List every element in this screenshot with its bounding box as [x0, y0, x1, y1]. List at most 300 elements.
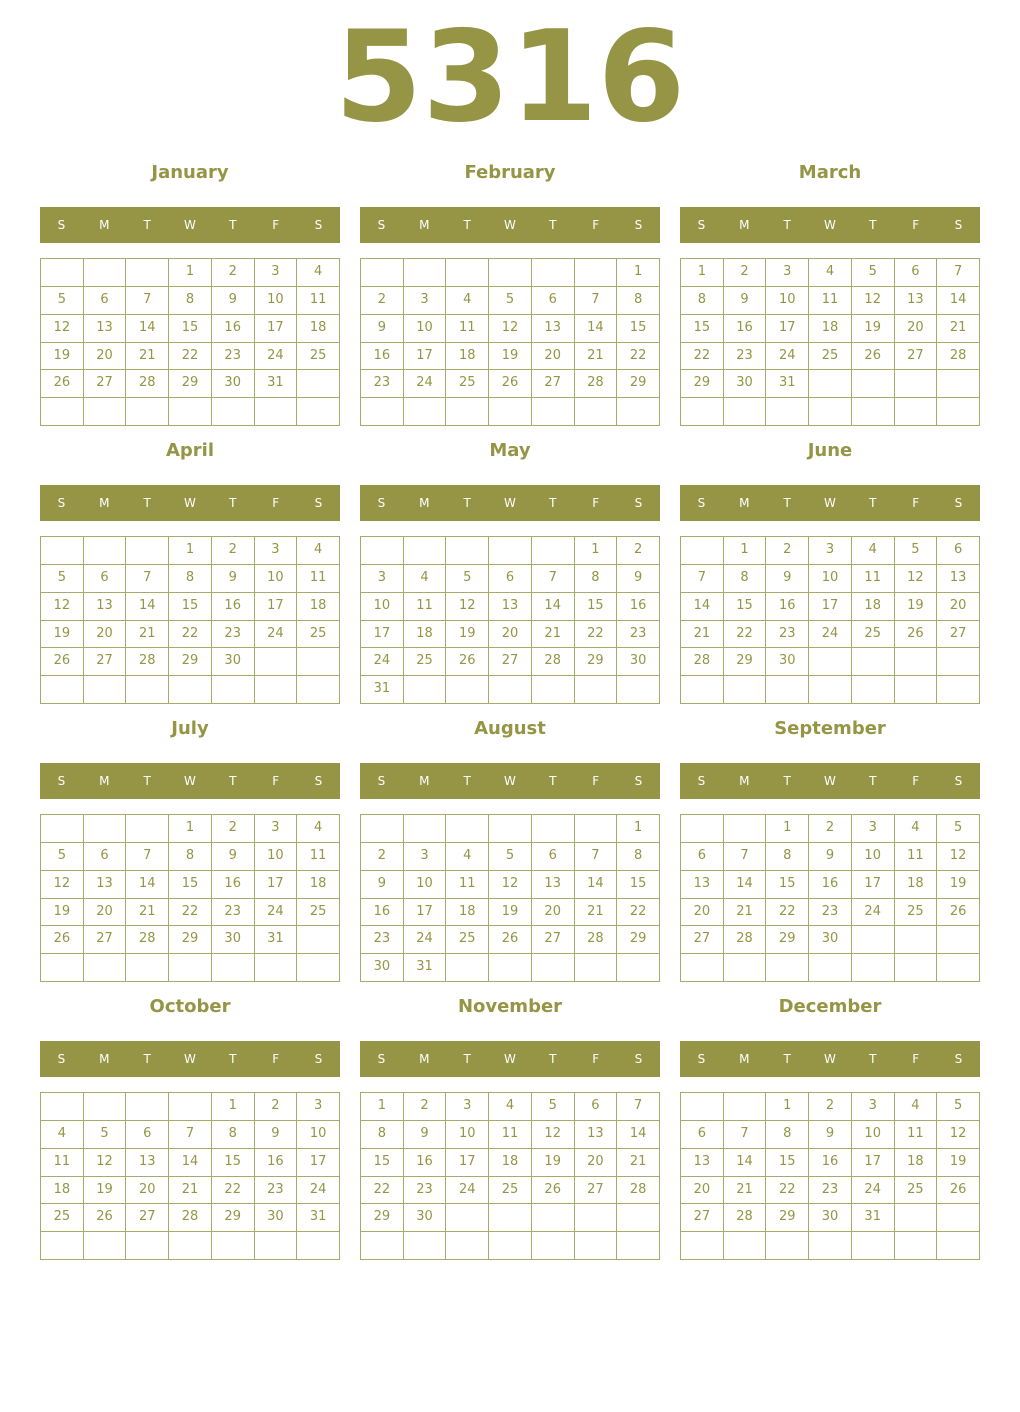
day-cell: 10	[255, 843, 298, 871]
weekday-label: T	[463, 1052, 471, 1066]
day-cell: 23	[255, 1177, 298, 1205]
empty-day-cell	[895, 1232, 938, 1260]
empty-day-cell	[212, 676, 255, 704]
empty-day-cell	[255, 398, 298, 426]
weekday-header	[360, 1041, 660, 1077]
day-cell: 29	[169, 926, 212, 954]
day-cell: 12	[895, 565, 938, 593]
day-cell: 16	[809, 1149, 852, 1177]
empty-day-cell	[895, 676, 938, 704]
weekday-label: T	[143, 218, 151, 232]
day-cell: 15	[169, 871, 212, 899]
day-cell: 6	[84, 565, 127, 593]
day-cell: 10	[255, 565, 298, 593]
empty-day-cell	[532, 537, 575, 565]
empty-day-cell	[766, 954, 809, 982]
weekday-label: W	[504, 774, 516, 788]
day-cell: 6	[937, 537, 980, 565]
day-cell: 19	[489, 899, 532, 927]
day-cell: 13	[126, 1149, 169, 1177]
weekday-label: M	[419, 774, 430, 788]
year-title: 5316	[334, 3, 686, 150]
day-cell: 4	[446, 843, 489, 871]
day-cell: 31	[361, 676, 404, 704]
empty-day-cell	[446, 398, 489, 426]
day-cell: 25	[809, 343, 852, 371]
day-cell: 21	[126, 621, 169, 649]
day-cell: 20	[575, 1149, 618, 1177]
day-cell: 8	[575, 565, 618, 593]
empty-day-cell	[937, 370, 980, 398]
day-cell: 28	[126, 926, 169, 954]
month-august	[360, 719, 660, 982]
month-name: November	[457, 996, 563, 1017]
day-cell: 3	[255, 537, 298, 565]
empty-day-cell	[532, 954, 575, 982]
day-cell: 17	[766, 315, 809, 343]
empty-day-cell	[41, 1093, 84, 1121]
day-grid	[360, 536, 660, 704]
day-cell: 1	[766, 1093, 809, 1121]
day-cell: 23	[766, 621, 809, 649]
empty-day-cell	[41, 1232, 84, 1260]
day-cell: 31	[852, 1204, 895, 1232]
day-cell: 14	[126, 315, 169, 343]
weekday-label: S	[697, 218, 706, 232]
day-cell: 1	[212, 1093, 255, 1121]
empty-day-cell	[41, 398, 84, 426]
day-cell: 22	[575, 621, 618, 649]
day-cell: 15	[617, 871, 660, 899]
weekday-label: F	[912, 774, 920, 788]
day-cell: 11	[446, 871, 489, 899]
day-cell: 12	[446, 593, 489, 621]
day-cell: 17	[255, 315, 298, 343]
day-cell: 9	[766, 565, 809, 593]
empty-day-cell	[489, 398, 532, 426]
empty-day-cell	[724, 398, 767, 426]
empty-day-cell	[532, 815, 575, 843]
day-cell: 17	[255, 871, 298, 899]
day-cell: 8	[212, 1121, 255, 1149]
day-cell: 10	[297, 1121, 340, 1149]
empty-day-cell	[575, 1232, 618, 1260]
day-cell: 14	[937, 287, 980, 315]
day-cell: 21	[169, 1177, 212, 1205]
day-cell: 17	[852, 1149, 895, 1177]
day-cell: 24	[255, 343, 298, 371]
day-cell: 5	[937, 1093, 980, 1121]
day-cell: 19	[852, 315, 895, 343]
day-cell: 29	[681, 370, 724, 398]
day-cell: 18	[446, 343, 489, 371]
weekday-label: T	[463, 496, 471, 510]
weekday-label: T	[143, 774, 151, 788]
day-cell: 31	[766, 370, 809, 398]
day-cell: 30	[809, 1204, 852, 1232]
day-cell: 2	[724, 259, 767, 287]
day-cell: 26	[489, 926, 532, 954]
empty-day-cell	[532, 1232, 575, 1260]
weekday-label: T	[229, 774, 237, 788]
day-cell: 7	[724, 843, 767, 871]
empty-day-cell	[681, 815, 724, 843]
empty-day-cell	[937, 926, 980, 954]
day-cell: 11	[852, 565, 895, 593]
day-cell: 13	[489, 593, 532, 621]
day-grid	[680, 258, 980, 426]
empty-day-cell	[212, 1232, 255, 1260]
month-june	[680, 441, 980, 704]
day-cell: 13	[575, 1121, 618, 1149]
empty-day-cell	[489, 1204, 532, 1232]
day-cell: 15	[617, 315, 660, 343]
empty-day-cell	[297, 926, 340, 954]
weekday-label: S	[697, 1052, 706, 1066]
day-cell: 14	[724, 871, 767, 899]
day-cell: 25	[446, 370, 489, 398]
weekday-header	[680, 485, 980, 521]
empty-day-cell	[724, 1232, 767, 1260]
day-cell: 26	[41, 370, 84, 398]
day-cell: 28	[532, 648, 575, 676]
day-grid	[40, 536, 340, 704]
day-cell: 13	[532, 871, 575, 899]
empty-day-cell	[809, 954, 852, 982]
weekday-label: S	[57, 218, 66, 232]
weekday-label: S	[634, 1052, 643, 1066]
day-cell: 19	[895, 593, 938, 621]
empty-day-cell	[41, 815, 84, 843]
day-cell: 30	[255, 1204, 298, 1232]
day-cell: 29	[617, 370, 660, 398]
day-cell: 10	[404, 315, 447, 343]
day-cell: 31	[297, 1204, 340, 1232]
day-cell: 16	[361, 343, 404, 371]
day-cell: 29	[169, 370, 212, 398]
day-cell: 19	[937, 1149, 980, 1177]
day-cell: 8	[766, 843, 809, 871]
day-cell: 14	[575, 315, 618, 343]
empty-day-cell	[724, 676, 767, 704]
weekday-label: F	[592, 774, 600, 788]
day-cell: 28	[724, 1204, 767, 1232]
day-cell: 8	[361, 1121, 404, 1149]
day-cell: 21	[575, 343, 618, 371]
day-cell: 10	[766, 287, 809, 315]
day-cell: 12	[41, 871, 84, 899]
day-cell: 16	[617, 593, 660, 621]
day-cell: 25	[489, 1177, 532, 1205]
day-cell: 25	[41, 1204, 84, 1232]
weekday-header	[360, 485, 660, 521]
day-cell: 14	[126, 593, 169, 621]
weekday-header	[40, 1041, 340, 1077]
month-january	[40, 163, 340, 426]
day-cell: 9	[809, 843, 852, 871]
month-december	[680, 997, 980, 1260]
day-cell: 2	[809, 1093, 852, 1121]
empty-day-cell	[126, 398, 169, 426]
day-cell: 12	[532, 1121, 575, 1149]
empty-day-cell	[84, 259, 127, 287]
day-cell: 6	[84, 287, 127, 315]
day-cell: 13	[681, 871, 724, 899]
empty-day-cell	[84, 815, 127, 843]
day-cell: 26	[489, 370, 532, 398]
day-cell: 9	[724, 287, 767, 315]
day-cell: 25	[852, 621, 895, 649]
empty-day-cell	[212, 398, 255, 426]
day-cell: 16	[766, 593, 809, 621]
day-cell: 30	[361, 954, 404, 982]
day-cell: 9	[617, 565, 660, 593]
day-cell: 29	[361, 1204, 404, 1232]
day-cell: 21	[126, 899, 169, 927]
day-cell: 7	[532, 565, 575, 593]
month-name: January	[151, 162, 229, 183]
weekday-label: S	[314, 1052, 323, 1066]
day-cell: 4	[41, 1121, 84, 1149]
day-cell: 24	[446, 1177, 489, 1205]
day-cell: 3	[766, 259, 809, 287]
empty-day-cell	[895, 926, 938, 954]
day-cell: 2	[212, 815, 255, 843]
day-cell: 25	[446, 926, 489, 954]
weekday-label: T	[143, 1052, 151, 1066]
day-cell: 4	[895, 1093, 938, 1121]
day-cell: 18	[895, 1149, 938, 1177]
weekday-label: T	[229, 218, 237, 232]
weekday-label: S	[377, 1052, 386, 1066]
day-cell: 6	[895, 259, 938, 287]
weekday-label: S	[377, 496, 386, 510]
weekday-label: S	[314, 218, 323, 232]
month-july	[40, 719, 340, 982]
weekday-label: F	[272, 1052, 280, 1066]
day-cell: 20	[681, 899, 724, 927]
day-cell: 28	[681, 648, 724, 676]
empty-day-cell	[169, 398, 212, 426]
empty-day-cell	[937, 676, 980, 704]
empty-day-cell	[41, 676, 84, 704]
empty-day-cell	[169, 1232, 212, 1260]
day-cell: 31	[255, 370, 298, 398]
day-cell: 5	[41, 565, 84, 593]
empty-day-cell	[489, 537, 532, 565]
day-cell: 1	[361, 1093, 404, 1121]
day-cell: 3	[361, 565, 404, 593]
day-cell: 4	[446, 287, 489, 315]
day-cell: 5	[937, 815, 980, 843]
day-cell: 2	[766, 537, 809, 565]
weekday-header	[680, 763, 980, 799]
day-cell: 27	[532, 926, 575, 954]
day-cell: 24	[255, 621, 298, 649]
weekday-label: W	[184, 496, 196, 510]
empty-day-cell	[361, 398, 404, 426]
weekday-label: F	[592, 496, 600, 510]
day-cell: 9	[361, 315, 404, 343]
day-cell: 17	[297, 1149, 340, 1177]
day-cell: 10	[852, 1121, 895, 1149]
empty-day-cell	[617, 1204, 660, 1232]
day-cell: 15	[169, 593, 212, 621]
empty-day-cell	[361, 1232, 404, 1260]
weekday-label: F	[912, 218, 920, 232]
day-cell: 26	[446, 648, 489, 676]
weekday-label: S	[57, 774, 66, 788]
empty-day-cell	[41, 537, 84, 565]
weekday-label: S	[377, 218, 386, 232]
day-cell: 13	[84, 315, 127, 343]
day-cell: 16	[255, 1149, 298, 1177]
day-cell: 7	[126, 565, 169, 593]
day-cell: 5	[895, 537, 938, 565]
day-cell: 10	[361, 593, 404, 621]
day-cell: 18	[41, 1177, 84, 1205]
empty-day-cell	[724, 954, 767, 982]
day-cell: 20	[84, 621, 127, 649]
day-cell: 10	[255, 287, 298, 315]
empty-day-cell	[126, 259, 169, 287]
day-cell: 10	[404, 871, 447, 899]
day-cell: 2	[212, 259, 255, 287]
day-cell: 30	[617, 648, 660, 676]
empty-day-cell	[575, 1204, 618, 1232]
day-cell: 1	[724, 537, 767, 565]
day-cell: 28	[126, 370, 169, 398]
weekday-label: W	[184, 774, 196, 788]
day-cell: 11	[297, 565, 340, 593]
month-name: February	[464, 162, 556, 183]
empty-day-cell	[84, 1232, 127, 1260]
day-cell: 16	[404, 1149, 447, 1177]
day-cell: 16	[809, 871, 852, 899]
weekday-label: F	[912, 1052, 920, 1066]
day-cell: 3	[297, 1093, 340, 1121]
day-cell: 20	[489, 621, 532, 649]
empty-day-cell	[895, 1204, 938, 1232]
day-cell: 22	[766, 899, 809, 927]
day-cell: 9	[212, 565, 255, 593]
empty-day-cell	[255, 1232, 298, 1260]
empty-day-cell	[852, 1232, 895, 1260]
empty-day-cell	[809, 1232, 852, 1260]
weekday-label: S	[377, 774, 386, 788]
day-cell: 23	[724, 343, 767, 371]
weekday-label: T	[549, 774, 557, 788]
weekday-label: S	[954, 774, 963, 788]
day-cell: 21	[532, 621, 575, 649]
day-cell: 11	[489, 1121, 532, 1149]
empty-day-cell	[361, 259, 404, 287]
empty-day-cell	[895, 398, 938, 426]
day-cell: 21	[617, 1149, 660, 1177]
day-cell: 1	[617, 259, 660, 287]
empty-day-cell	[489, 954, 532, 982]
day-cell: 8	[169, 287, 212, 315]
day-cell: 26	[937, 1177, 980, 1205]
empty-day-cell	[937, 398, 980, 426]
empty-day-cell	[126, 815, 169, 843]
day-cell: 24	[297, 1177, 340, 1205]
day-cell: 8	[766, 1121, 809, 1149]
day-cell: 15	[575, 593, 618, 621]
day-cell: 14	[575, 871, 618, 899]
day-cell: 13	[895, 287, 938, 315]
empty-day-cell	[446, 1232, 489, 1260]
weekday-label: T	[463, 774, 471, 788]
empty-day-cell	[724, 1093, 767, 1121]
day-cell: 9	[255, 1121, 298, 1149]
day-cell: 7	[724, 1121, 767, 1149]
day-cell: 16	[361, 899, 404, 927]
day-cell: 13	[84, 593, 127, 621]
day-cell: 14	[532, 593, 575, 621]
day-cell: 15	[766, 871, 809, 899]
empty-day-cell	[255, 676, 298, 704]
day-grid	[360, 1092, 660, 1260]
day-cell: 22	[617, 899, 660, 927]
weekday-label: M	[419, 496, 430, 510]
day-cell: 20	[84, 899, 127, 927]
empty-day-cell	[937, 648, 980, 676]
day-cell: 14	[126, 871, 169, 899]
empty-day-cell	[852, 398, 895, 426]
day-cell: 7	[575, 287, 618, 315]
weekday-label: F	[592, 1052, 600, 1066]
weekday-header	[680, 1041, 980, 1077]
day-cell: 30	[724, 370, 767, 398]
day-cell: 4	[809, 259, 852, 287]
weekday-label: F	[272, 496, 280, 510]
empty-day-cell	[575, 815, 618, 843]
day-cell: 12	[489, 871, 532, 899]
day-cell: 4	[489, 1093, 532, 1121]
weekday-label: W	[504, 496, 516, 510]
empty-day-cell	[895, 648, 938, 676]
month-name: March	[798, 162, 862, 183]
empty-day-cell	[404, 259, 447, 287]
empty-day-cell	[446, 1204, 489, 1232]
day-cell: 2	[255, 1093, 298, 1121]
day-cell: 6	[532, 287, 575, 315]
day-cell: 6	[489, 565, 532, 593]
day-cell: 6	[681, 1121, 724, 1149]
weekday-header	[40, 485, 340, 521]
day-cell: 7	[617, 1093, 660, 1121]
day-cell: 11	[809, 287, 852, 315]
day-cell: 29	[575, 648, 618, 676]
day-cell: 17	[852, 871, 895, 899]
day-cell: 23	[212, 343, 255, 371]
day-cell: 28	[937, 343, 980, 371]
day-cell: 27	[681, 926, 724, 954]
day-cell: 1	[766, 815, 809, 843]
day-cell: 4	[297, 815, 340, 843]
day-cell: 11	[895, 1121, 938, 1149]
month-february	[360, 163, 660, 426]
day-cell: 23	[404, 1177, 447, 1205]
day-cell: 5	[489, 287, 532, 315]
day-cell: 3	[404, 287, 447, 315]
day-grid	[40, 814, 340, 982]
day-cell: 2	[361, 287, 404, 315]
weekday-label: M	[99, 218, 110, 232]
day-cell: 15	[724, 593, 767, 621]
day-cell: 28	[575, 926, 618, 954]
